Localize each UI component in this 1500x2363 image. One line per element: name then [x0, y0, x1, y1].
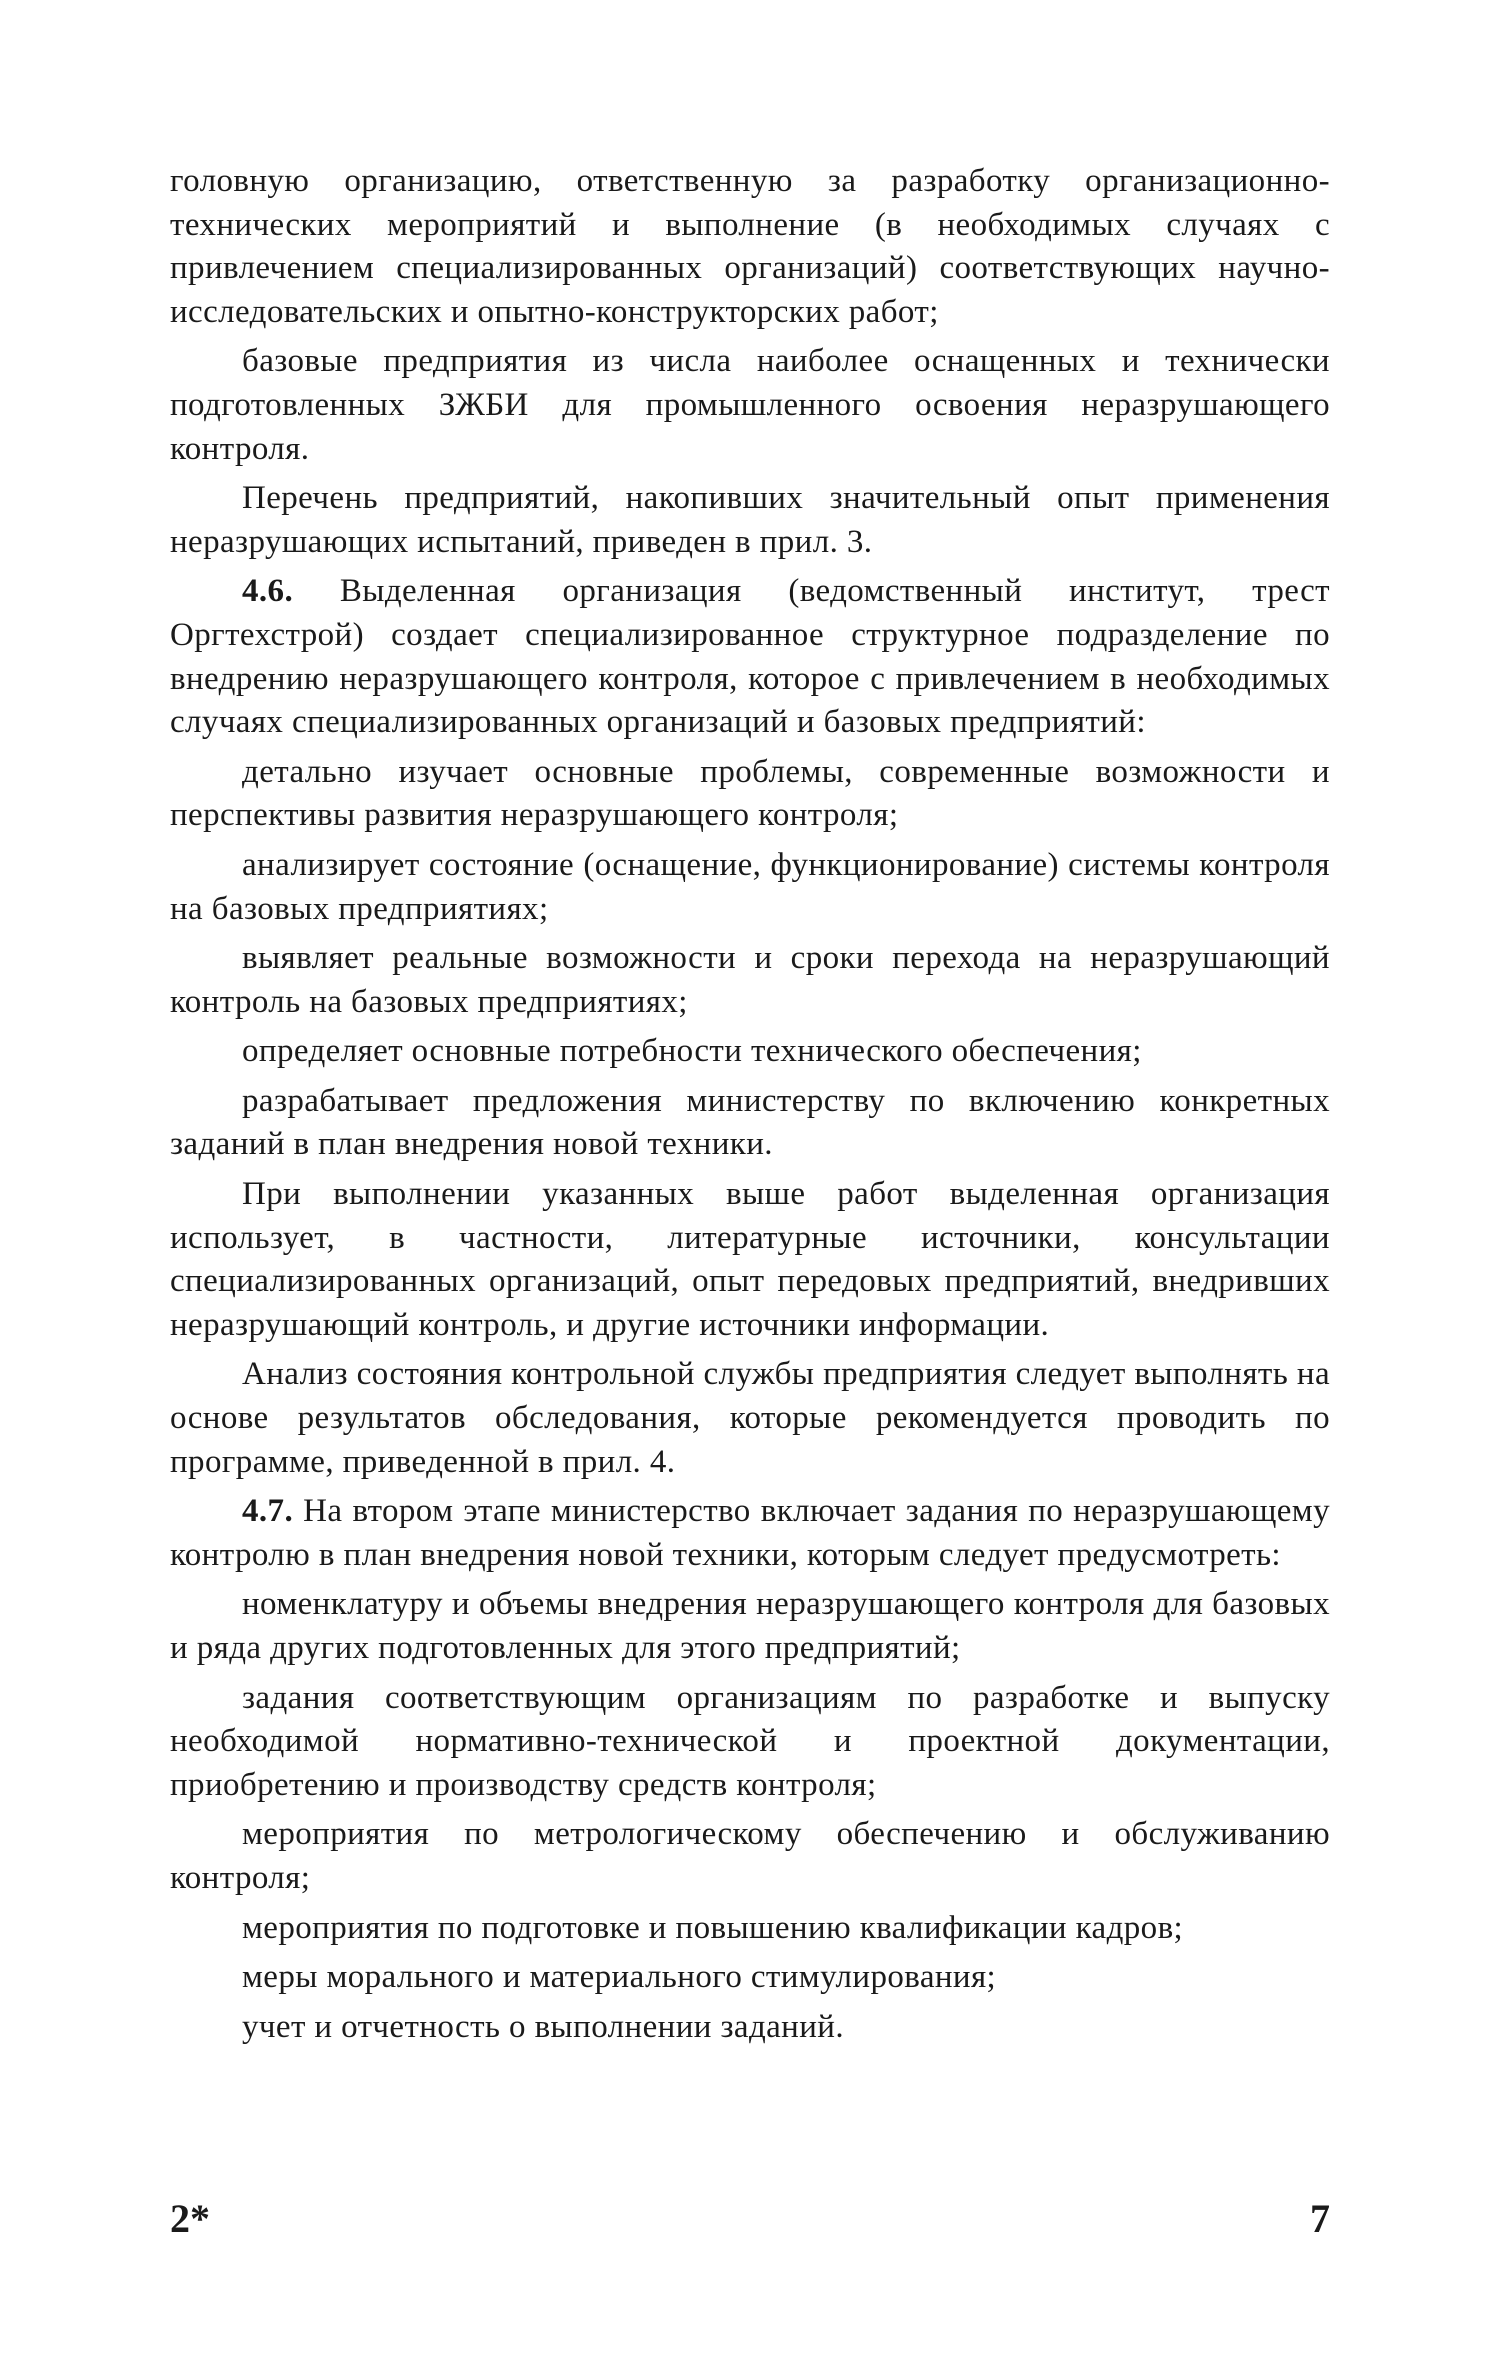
list-item: детально изучает основные проблемы, современные возможности и перспективы развития неразрушающего контроля; [170, 753, 1330, 834]
section-paragraph: 4.6. Выделенная организация (ведомственный институт, трест Оргтехстрой) создает специализированное структурное подразделение по внедрению неразрушающего контроля, которое с привлечением в необходимых случаях специализированных организаций и базовых предприятий: [170, 573, 1330, 741]
section-number: 4.7. [242, 1493, 294, 1530]
page-footer [170, 2195, 1330, 2245]
paragraph: Анализ состояния контрольной службы предприятия следует выполнять на основе результатов обследования, которые рекомендуется проводить по программе, приведенной в прил. 4. [170, 1356, 1330, 1480]
section-paragraph: 4.7. На втором этапе министерство включает задания по неразрушающему контролю в план внедрения новой техники, которым следует предусмотреть: [170, 1493, 1330, 1573]
list-item: мероприятия по метрологическому обеспечению и обслуживанию контроля; [170, 1816, 1330, 1896]
list-item: определяет основные потребности технического обеспечения; [242, 1033, 1142, 1070]
list-item: мероприятия по подготовке и повышению квалификации кадров; [242, 1909, 1184, 1946]
list-item: выявляет реальные возможности и сроки перехода на неразрушающий контроль на базовых предприятиях; [170, 940, 1330, 1020]
section-number: 4.6. [242, 573, 294, 610]
paragraph: базовые предприятия из числа наиболее оснащенных и технически подготовленных ЗЖБИ для промышленного освоения неразрушающего контроля. [170, 343, 1330, 467]
list-item: задания соответствующим организациям по разработке и выпуску необходимой нормативно-технической и проектной документации, приобретению и производству средств контроля; [170, 1679, 1330, 1803]
paragraph: головную организацию, ответственную за разработку организационно-технических мероприятий и выполнение (в необходимых случаях с привлечением специализированных организаций) соответствующих научно-исследовательских и опытно-конструкторских работ; [170, 163, 1330, 330]
list-item: учет и отчетность о выполнении заданий. [242, 2008, 845, 2045]
signature-mark: 2* [170, 2196, 210, 2241]
paragraph: При выполнении указанных выше работ выделенная организация использует, в частности, литературные источники, консультации специализированных организаций, опыт передовых предприятий, внедривших неразрушающий контроль, и другие источники информации. [170, 1176, 1330, 1343]
page-number: 7 [1310, 2196, 1330, 2241]
paragraph: Перечень предприятий, накопивших значительный опыт применения неразрушающих испытаний, приведен в прил. 3. [170, 480, 1330, 560]
page-body [170, 160, 1330, 2055]
list-item: меры морального и материального стимулирования; [242, 1959, 997, 1996]
list-item: анализирует состояние (оснащение, функционирование) системы контроля на базовых предприятиях; [170, 846, 1330, 927]
list-item: номенклатуру и объемы внедрения неразрушающего контроля для базовых и ряда других подготовленных для этого предприятий; [170, 1586, 1330, 1666]
list-item: разрабатывает предложения министерству по включению конкретных заданий в план внедрения новой техники. [170, 1082, 1330, 1163]
